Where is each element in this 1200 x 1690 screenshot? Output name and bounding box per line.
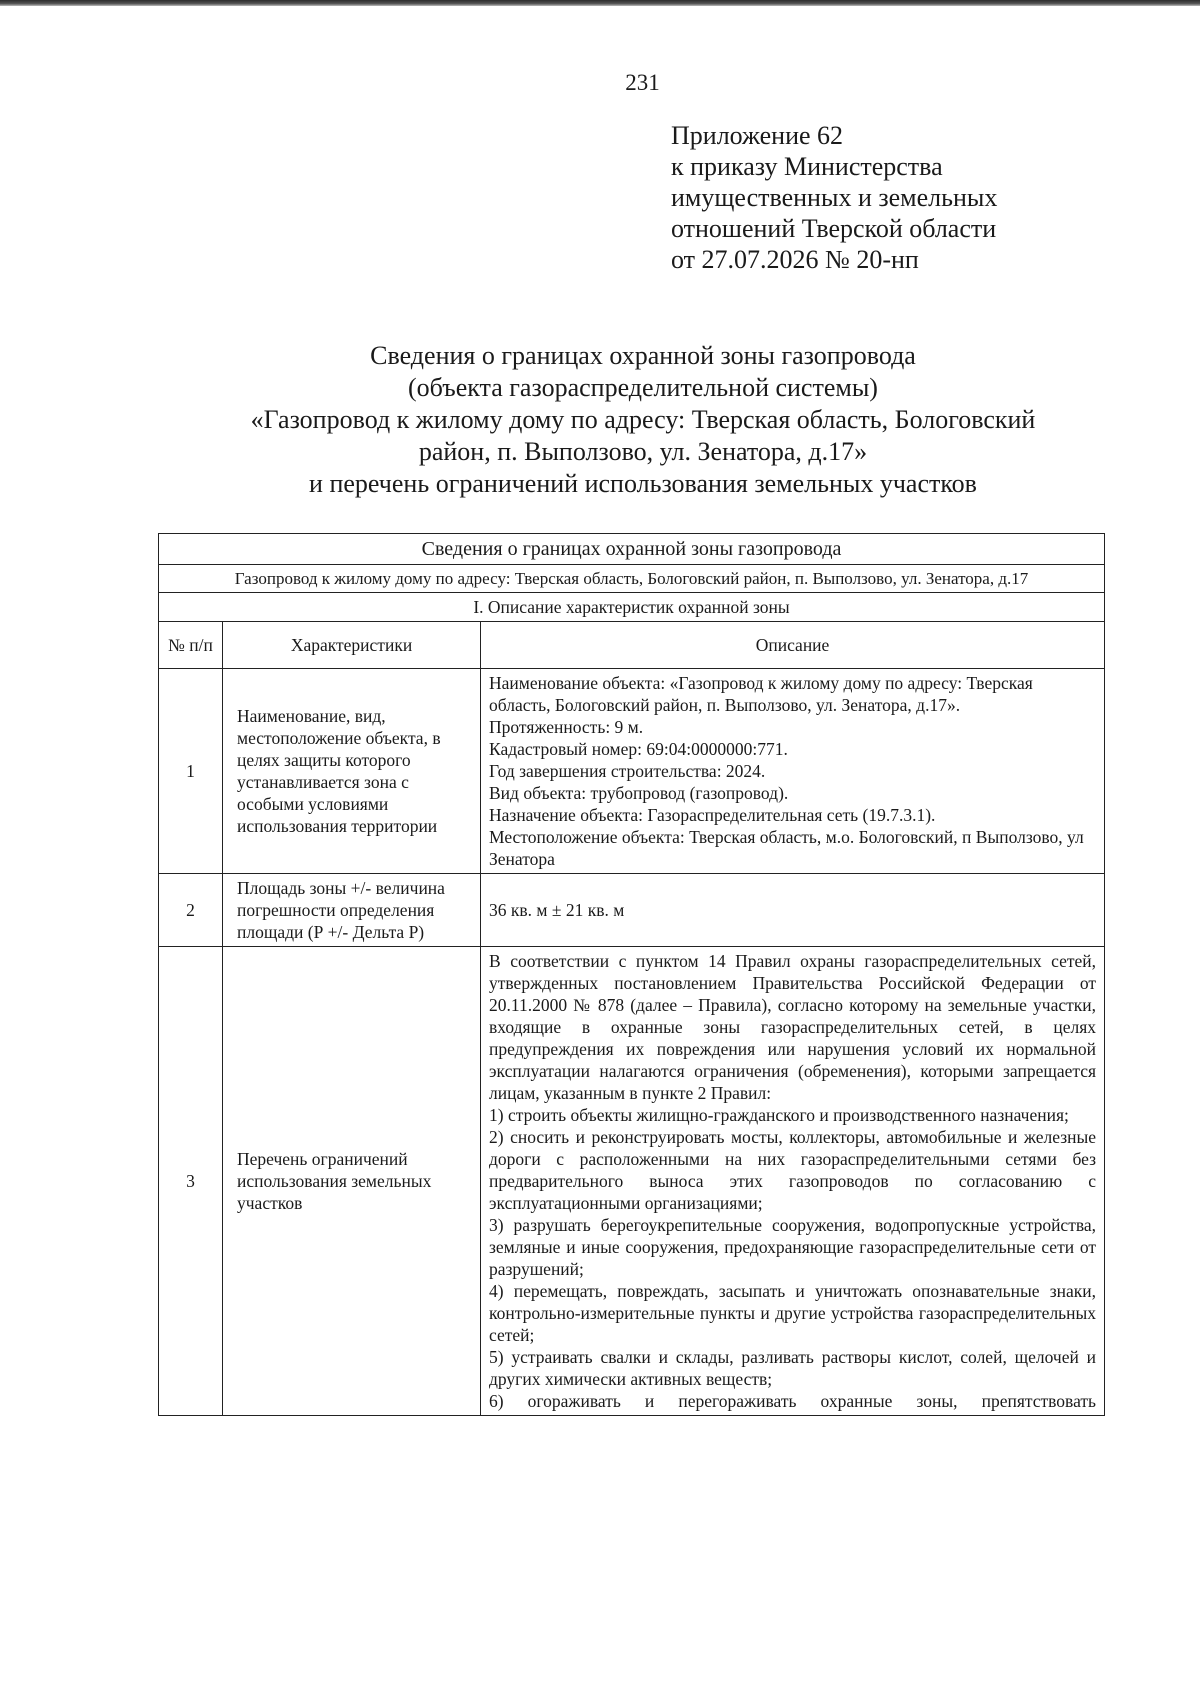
table-row <box>159 947 1105 1416</box>
row-number: 3 <box>159 947 223 1416</box>
scan-top-edge <box>0 0 1200 6</box>
table-object-line: Газопровод к жилому дому по адресу: Тверская область, Бологовский район, п. Выползово, ул. Зенатора, д.17 <box>159 565 1105 593</box>
description-line: Год завершения строительства: 2024. <box>489 761 766 781</box>
row-description <box>481 874 1105 947</box>
document-title <box>160 340 1126 500</box>
restriction-item: 1) строить объекты жилищно-гражданского и производственного назначения; <box>489 1105 1069 1125</box>
restriction-item: 2) сносить и реконструировать мосты, коллекторы, автомобильные и железные дороги с расположенными на них газораспределительными сетями без предварительного выноса этих газопроводов по согласованию с эксплуатационными организациями; <box>489 1127 1097 1213</box>
appendix-line: к приказу Министерства <box>671 152 943 181</box>
title-line: (объекта газораспределительной системы) <box>408 373 878 402</box>
appendix-line: от 27.07.2026 № 20-нп <box>671 245 919 274</box>
appendix-line: отношений Тверской области <box>671 214 997 243</box>
description-line: Назначение объекта: Газораспределительная сеть (19.7.3.1). <box>489 805 936 825</box>
table-header: Сведения о границах охранной зоны газопровода <box>159 534 1105 565</box>
appendix-line: имущественных и земельных <box>671 183 998 212</box>
appendix-line: Приложение 62 <box>671 121 844 150</box>
title-line: и перечень ограничений использования земельных участков <box>309 469 977 498</box>
zone-info-table <box>158 533 1105 1416</box>
restriction-item: 5) устраивать свалки и склады, разливать растворы кислот, солей, щелочей и других химически активных веществ; <box>489 1347 1097 1389</box>
description-line: Вид объекта: трубопровод (газопровод). <box>489 783 789 803</box>
table-row <box>159 874 1105 947</box>
description-line: Местоположение объекта: Тверская область, м.о. Бологовский, п Выползово, ул Зенатора <box>489 827 1084 869</box>
row-characteristic: Перечень ограничений использования земельных участков <box>223 947 481 1416</box>
table-row <box>159 669 1105 874</box>
row-description <box>481 669 1105 874</box>
table-section-title: I. Описание характеристик охранной зоны <box>159 593 1105 622</box>
description-line: Протяженность: 9 м. <box>489 717 644 737</box>
column-header-characteristics: Характеристики <box>223 622 481 669</box>
title-line: «Газопровод к жилому дому по адресу: Тверская область, Бологовский <box>250 405 1036 434</box>
row-description <box>481 947 1105 1416</box>
page-number: 231 <box>625 70 660 95</box>
column-header-number: № п/п <box>159 622 223 669</box>
restriction-item: 3) разрушать берегоукрепительные сооружения, водопропускные устройства, земляные и иные сооружения, предохраняющие газораспределительные сети от разрушений; <box>489 1215 1097 1279</box>
title-line: район, п. Выползово, ул. Зенатора, д.17» <box>418 437 868 466</box>
appendix-block <box>671 120 997 275</box>
description-line: Наименование объекта: «Газопровод к жилому дому по адресу: Тверская область, Бологовский район, п. Выползово, ул. Зенатора, д.17». <box>489 673 1033 715</box>
row-characteristic: Наименование, вид, местоположение объекта, в целях защиты которого устанавливается зона с особыми условиями использования территории <box>223 669 481 874</box>
description-line: Кадастровый номер: 69:04:0000000:771. <box>489 739 788 759</box>
description-line: 36 кв. м ± 21 кв. м <box>489 900 625 920</box>
title-line: Сведения о границах охранной зоны газопровода <box>370 341 916 370</box>
description-paragraph: В соответствии с пунктом 14 Правил охраны газораспределительных сетей, утвержденных постановлением Правительства Российской Федерации от 20.11.2000 № 878 (далее – Правила), согласно которому на земельные участки, входящие в охранные зоны газораспределительных сетей, в целях предупреждения их повреждения или нарушения условий их нормальной эксплуатации налагаются ограничения (обременения), которыми запрещается лицам, указанным в пункте 2 Правил: <box>489 951 1097 1103</box>
row-number: 2 <box>159 874 223 947</box>
row-number: 1 <box>159 669 223 874</box>
restriction-item: 4) перемещать, повреждать, засыпать и уничтожать опознавательные знаки, контрольно-измерительные пункты и другие устройства газораспределительных сетей; <box>489 1281 1097 1345</box>
column-header-description: Описание <box>481 622 1105 669</box>
row-characteristic: Площадь зоны +/- величина погрешности определения площади (Р +/- Дельта Р) <box>223 874 481 947</box>
restriction-item: 6) огораживать и перегораживать охранные зоны, препятствовать <box>489 1391 1097 1411</box>
